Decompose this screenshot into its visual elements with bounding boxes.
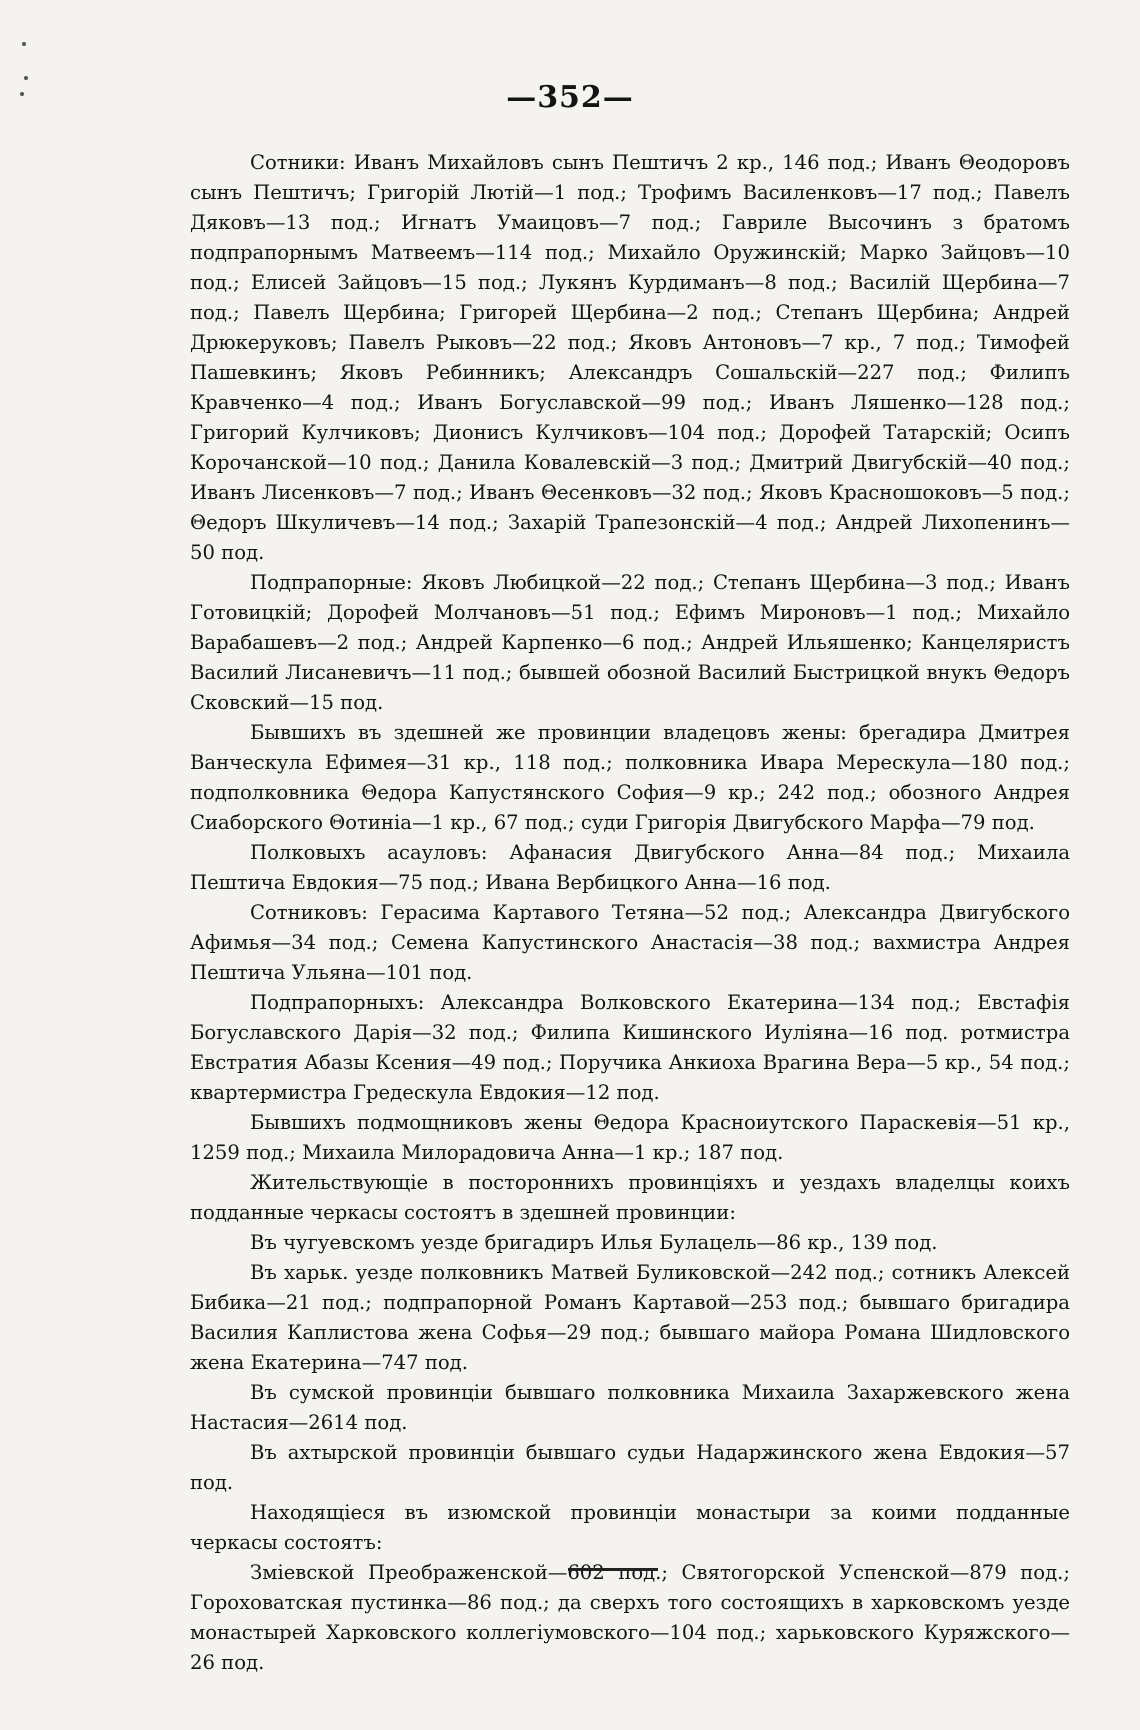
paragraph-external-owners-heading: Жительствующіе в постороннихъ провинціяхъ и уездахъ владелцы коихъ подданные черкасы состоятъ в здешней провинции: [190, 1171, 1070, 1224]
paragraph-kharkov: Въ харьк. уезде полковникъ Матвей Буликовской—242 под.; сотникъ Алексей Бибика—21 под.; подпрапорной Романъ Картавой—253 под.; бывшаго бригадира Василия Каплистова жена Софья—29 под.; бывшаго майора Романа Шидловского жена Екатерина—747 под. [190, 1261, 1070, 1374]
paragraph-former-owners-wives: Бывшихъ въ здешней же провинции владецовъ жены: брегадира Дмитрея Ванческула Ефимея—31 кр., 118 под.; полковника Ивара Мерескула—180 под.; подполковника Θедора Капустянского София—9 кр.; 242 под.; обозного Андрея Сиаборского Θотиніа—1 кр., 67 под.; суди Григорія Двигубского Марфа—79 под. [190, 721, 1070, 834]
paragraph-monasteries: Зміевской Преображенской—602 под.; Святогорской Успенской—879 под.; Гороховатская пустинка—86 под.; да сверхъ того состоящихъ в харковскомъ уезде монастырей Харковского коллегіумовского—104 под.; харьковского Куряжского—26 под. [190, 1561, 1070, 1674]
closing-rule [568, 1568, 658, 1571]
paragraph-akhtyrka: Въ ахтырской провинціи бывшаго судьи Надаржинского жена Евдокия—57 под. [190, 1441, 1070, 1494]
paragraph-chuguev: Въ чугуевскомъ уезде бригадиръ Илья Булацель—86 кр., 139 под. [250, 1231, 938, 1254]
page-number: —352— [506, 80, 634, 115]
paragraph-sotnik-wives: Сотниковъ: Герасима Картавого Тетяна—52 под.; Александра Двигубского Афимья—34 под.; Семена Капустинского Анастасія—38 под.; вахмистра Андрея Пештича Ульяна—101 под. [190, 901, 1070, 984]
body-text [190, 148, 1070, 1678]
paragraph-assistants-wives: Бывшихъ подмощниковъ жены Θедора Красноиутского Параскевія—51 кр., 1259 под.; Михаила Милорадовича Анна—1 кр.; 187 под. [190, 1111, 1070, 1164]
paragraph-monasteries-heading: Находящіеся въ изюмской провинціи монастыри за коими подданные черкасы состоятъ: [190, 1501, 1070, 1554]
paragraph-sumy: Въ сумской провинціи бывшаго полковника Михаила Захаржевского жена Настасия—2614 под. [190, 1381, 1070, 1434]
paragraph-asaul-wives: Полковыхъ асауловъ: Афанасия Двигубского Анна—84 под.; Михаила Пештича Евдокия—75 под.; Ивана Вербицкого Анна—16 под. [190, 841, 1070, 894]
paragraph-podpraporniye: Подпрапорные: Яковъ Любицкой—22 под.; Степанъ Щербина—3 под.; Иванъ Готовицкій; Дорофей Молчановъ—51 под.; Ефимъ Мироновъ—1 под.; Михайло Варабашевъ—2 под.; Андрей Карпенко—6 под.; Андрей Ильяшенко; Канцеляристъ Василий Лисаневичъ—11 под.; бывшей обозной Василий Быстрицкой внукъ Θедоръ Сковский—15 под. [190, 571, 1070, 714]
paragraph-podpraporniye-wives: Подпрапорныхъ: Александра Волковского Екатерина—134 под.; Евстафія Богуславского Дарія—32 под.; Филипа Кишинского Иуліяна—16 под. ротмистра Евстратия Абазы Ксения—49 под.; Поручика Анкиоха Врагина Вера—5 кр., 54 под.; квартермистра Гредескула Евдокия—12 под. [190, 991, 1070, 1104]
paragraph-sotniki: Сотники: Иванъ Михайловъ сынъ Пештичъ 2 кр., 146 под.; Иванъ Θеодоровъ сынъ Пештичъ; Григорій Лютій—1 под.; Трофимъ Василенковъ—17 под.; Павелъ Дяковъ—13 под.; Игнатъ Умаицовъ—7 под.; Гавриле Высочинъ з братомъ подпрапорнымъ Матвеемъ—114 под.; Михайло Оружинскій; Марко Зайцовъ—10 под.; Елисей Зайцовъ—15 под.; Лукянъ Курдиманъ—8 под.; Василій Щербина—7 под.; Павелъ Щербина; Григорей Щербина—2 под.; Степанъ Щербина; Андрей Дрюкеруковъ; Павелъ Рыковъ—22 под.; Яковъ Антоновъ—7 кр., 7 под.; Тимофей Пашевкинъ; Яковъ Ребинникъ; Александръ Сошальскій—227 под.; Филипъ Кравченко—4 под.; Иванъ Богуславской—99 под.; Иванъ Ляшенко—128 под.; Григорий Кулчиковъ; Дионисъ Кулчиковъ—104 под.; Дорофей Татарскій; Осипъ Корочанской—10 под.; Данила Ковалевскій—3 под.; Дмитрий Двигубскій—40 под.; Иванъ Лисенковъ—7 под.; Иванъ Θесенковъ—32 под.; Яковъ Красношоковъ—5 под.; Θедоръ Шкуличевъ—14 под.; Захарій Трапезонскій—4 под.; Андрей Лихопенинъ—50 под. [190, 151, 1070, 564]
scan-speck [22, 42, 26, 46]
